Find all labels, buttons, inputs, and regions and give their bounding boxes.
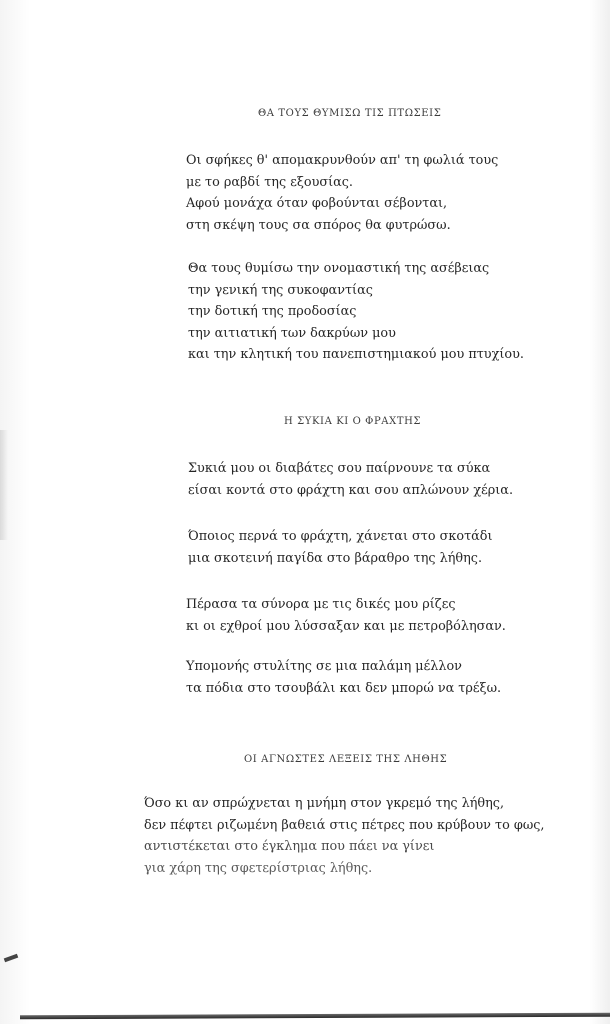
- verse-line: Πέρασα τα σύνορα με τις δικές μου ρίζες: [186, 597, 456, 612]
- verse-line: Υπομονής στυλίτης σε μια παλάμη μέλλον: [186, 659, 462, 674]
- verse-line: τα πόδια στο τσουβάλι και δεν μπορώ να τρέξω.: [186, 680, 502, 696]
- poem-2-stanza-2: [188, 526, 493, 569]
- verse-line: Θα τους θυμίσω την ονομαστική της ασέβειας: [188, 261, 490, 276]
- poem-2-title: Η ΣΥΚΙΑ ΚΙ Ο ΦΡΑΧΤΗΣ: [284, 416, 422, 427]
- verse-line: με το ραβδί της εξουσίας.: [186, 174, 353, 190]
- verse-line: είσαι κοντά στο φράχτη και σου απλώνουν χέρια.: [188, 482, 514, 498]
- poem-1-title: ΘΑ ΤΟΥΣ ΘΥΜΙΣΩ ΤΙΣ ΠΤΩΣΕΙΣ: [258, 108, 442, 119]
- scan-artifact: [4, 954, 19, 963]
- page-spine-shadow: [0, 430, 8, 540]
- verse-line: την δοτική της προδοσίας: [188, 304, 357, 319]
- verse-line: στη σκέψη τους σα σπόρος θα φυτρώσω.: [186, 217, 451, 233]
- verse-line: Όσο κι αν σπρώχνεται η μνήμη στον γκρεμό της λήθης,: [144, 796, 505, 811]
- verse-line: δεν πέφτει ριζωμένη βαθειά στις πέτρες που κρύβουν το φως,: [144, 817, 545, 833]
- page-bottom-edge: [20, 1013, 610, 1020]
- verse-line: Συκιά μου οι διαβάτες σου παίρνουνε τα σύκα: [188, 461, 491, 476]
- verse-line: μια σκοτεινή παγίδα στο βάραθρο της λήθης.: [188, 550, 483, 566]
- verse-line: για χάρη της σφετερίστριας λήθης.: [144, 860, 373, 876]
- poem-2-stanza-1: [188, 458, 513, 501]
- verse-line: αντιστέκεται στο έγκλημα που πάει να γίνει: [144, 839, 435, 854]
- poem-1-stanza-1: [186, 150, 498, 236]
- poem-3-title: ΟΙ ΑΓΝΩΣΤΕΣ ΛΕΞΕΙΣ ΤΗΣ ΛΗΘΗΣ: [244, 754, 448, 765]
- verse-line: Όποιος περνά το φράχτη, χάνεται στο σκοτάδι: [188, 529, 493, 544]
- poem-3-stanza-1: [144, 793, 545, 879]
- verse-line: Οι σφήκες θ' απομακρυνθούν απ' τη φωλιά τους: [186, 153, 499, 168]
- verse-line: Αφού μονάχα όταν φοβούνται σέβονται,: [186, 196, 448, 211]
- poem-2-stanza-3: [186, 594, 506, 637]
- poem-1-stanza-2: [188, 258, 524, 366]
- poem-2-stanza-4: [186, 656, 501, 699]
- verse-line: κι οι εχθροί μου λύσσαξαν και με πετροβόλησαν.: [186, 618, 506, 634]
- verse-line: και την κλητική του πανεπιστημιακού μου πτυχίου.: [188, 347, 524, 362]
- verse-line: την αιτιατική των δακρύων μου: [188, 325, 396, 341]
- verse-line: την γενική της συκοφαντίας: [188, 282, 373, 298]
